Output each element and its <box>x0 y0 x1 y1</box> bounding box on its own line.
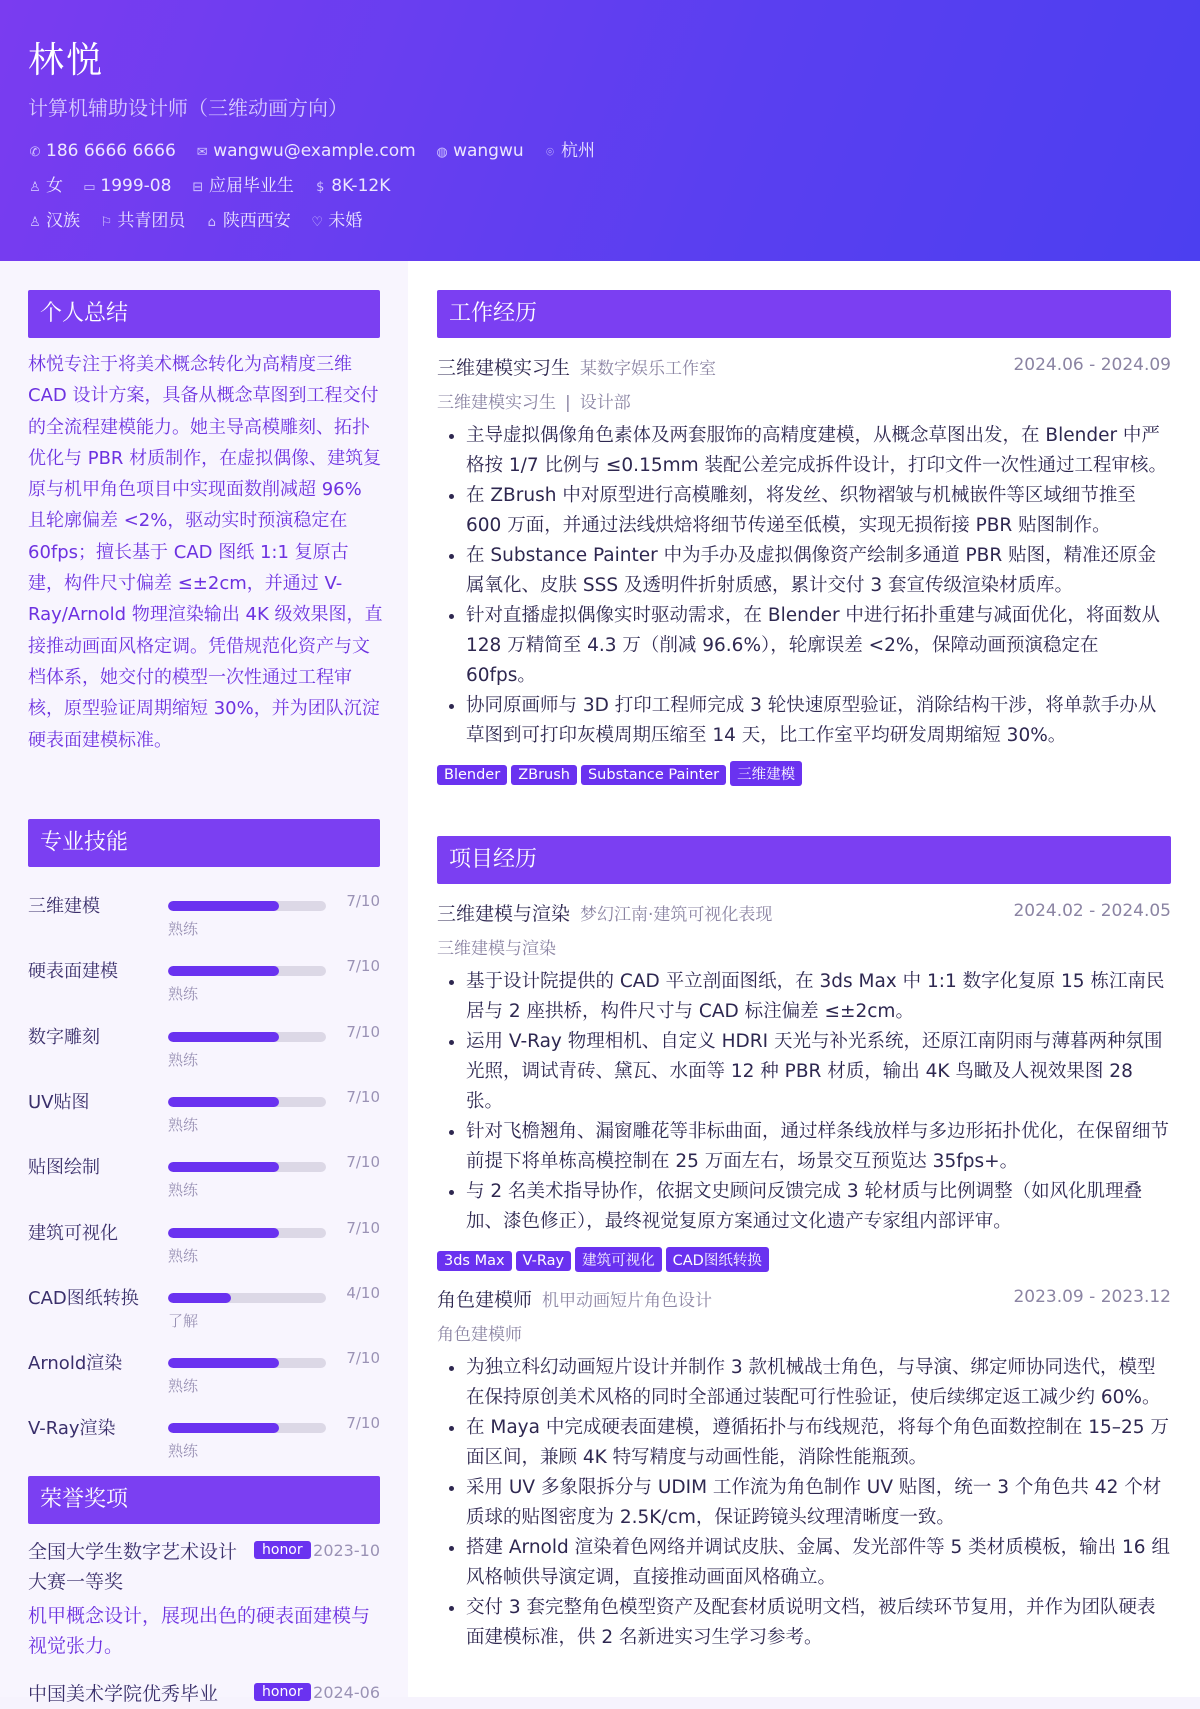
skill-level: 熟练 <box>168 920 199 938</box>
section-title-work: 工作经历 <box>437 290 1171 338</box>
gender-text: 女 <box>46 176 63 196</box>
skill-progress-fill <box>168 1032 279 1042</box>
details-line <box>28 206 376 231</box>
skill-tag: ZBrush <box>511 765 577 785</box>
project-entry <box>437 1285 1171 1653</box>
entry-organization: 某数字娱乐工作室 <box>580 359 717 379</box>
briefcase-icon: ⊟ <box>192 180 204 195</box>
skill-name: V-Ray渲染 <box>28 1418 116 1440</box>
skill-name: Arnold渲染 <box>28 1353 123 1375</box>
section-title-skills: 专业技能 <box>28 819 380 867</box>
skill-progress-bar <box>168 1423 326 1433</box>
summary-text: 林悦专注于将美术概念转化为高精度三维 CAD 设计方案，具备从概念草图到工程交付的全流程建模能力。她主导高模雕刻、拓扑优化与 PBR 材质制作，在虚拟偶像、建筑复原与机甲角色项目中实现面数削减超 96% 且轮廓偏差 <2%，驱动实时预演稳定在 60fps；擅长基于 CAD 图纸 1:1 复原古建，构件尺寸偏差 ≤±2cm，并通过 V-Ray/Arnold 物理渲染输出 4K 级效果图，直接推动画面风格定调。凭借规范化资产与文档体系，她交付的模型一次性通过工程审核，原型验证周期缩短 30%，并为团队沉淀硬表面建模标准。 <box>28 354 383 751</box>
entry-date: 2024.02 - 2024.05 <box>1013 901 1171 921</box>
mail-icon: ✉ <box>196 145 208 160</box>
bullet-item: • 针对飞檐翘角、漏窗雕花等非标曲面，通过样条线放样与多边形拓扑优化，在保留细节前提下将单栋高模控制在 25 万面左右，场景交互预览达 35fps+。 <box>466 1117 1171 1177</box>
bullet-item: • 交付 3 套完整角色模型资产及配套材质说明文档，被后续环节复用，并作为团队硬表面建模标准，供 2 名新进实习生学习参考。 <box>466 1593 1171 1653</box>
section-title-summary: 个人总结 <box>28 290 380 338</box>
skill-name: UV贴图 <box>28 1091 90 1113</box>
honor-title: 中国美术学院优秀毕业 <box>28 1683 219 1705</box>
bullet-item: • 为独立科幻动画短片设计并制作 3 款机械战士角色，与导演、绑定师协同迭代，模型在保持原创美术风格的同时全部通过装配可行性验证，使后续绑定返工减少约 60%。 <box>466 1353 1171 1413</box>
honor-date: 2024-06 <box>313 1683 380 1702</box>
skill-level: 了解 <box>168 1311 199 1330</box>
contact-line <box>28 136 609 161</box>
honor-item <box>28 1679 380 1709</box>
wechat-icon: ◍ <box>436 145 448 160</box>
skill-name: 数字雕刻 <box>28 1026 100 1048</box>
user-icon: ♙ <box>29 180 41 195</box>
skill-tag: 3ds Max <box>437 1251 512 1271</box>
entry-date: 2023.09 - 2023.12 <box>1013 1287 1171 1307</box>
skill-progress-fill <box>168 1228 279 1238</box>
entry-title: 角色建模师 <box>437 1289 533 1311</box>
entry-position: 三维建模与渲染 <box>437 939 556 959</box>
skill-tag: 建筑可视化 <box>575 1247 662 1272</box>
skill-progress-bar <box>168 1358 326 1368</box>
skill-name: 贴图绘制 <box>28 1157 100 1179</box>
bullet-item: • 在 Substance Painter 中为手办及虚拟偶像资产绘制多通道 PBR 贴图，精准还原金属氧化、皮肤 SSS 及透明件折射质感，累计交付 3 套宣传级渲染材质库。 <box>466 541 1171 601</box>
bullet-item: • 在 ZBrush 中对原型进行高模雕刻，将发丝、织物褶皱与机械嵌件等区域细节推至 600 万面，并通过法线烘焙将细节传递至低模，实现无损衔接 PBR 贴图制作。 <box>466 481 1171 541</box>
skill-row <box>28 1406 380 1462</box>
entry-position: 角色建模师 <box>437 1325 522 1345</box>
honor-description: 机甲概念设计，展现出色的硬表面建模与视觉张力。 <box>28 1605 371 1657</box>
location-icon: ⌾ <box>546 145 554 160</box>
salary-range: 8K-12K <box>331 176 391 196</box>
tag-list <box>437 1247 1171 1273</box>
skill-progress-fill <box>168 1358 279 1368</box>
experience-status: 应届毕业生 <box>208 176 294 196</box>
skill-score: 7/10 <box>346 1218 380 1237</box>
bullet-item: • 主导虚拟偶像角色素体及两套服饰的高精度建模，从概念草图出发，在 Blender 中严格按 1/7 比例与 ≤0.15mm 装配公差完成拆件设计，打印文件一次性通过工程审核。 <box>466 421 1171 481</box>
honor-badge: honor <box>254 1683 311 1701</box>
entry-organization: 梦幻江南·建筑可视化表现 <box>580 905 773 925</box>
skill-tag: Blender <box>437 765 507 785</box>
honor-title: 全国大学生数字艺术设计大赛一等奖 <box>28 1541 238 1593</box>
skill-level: 熟练 <box>168 1115 199 1134</box>
location-text: 杭州 <box>561 141 596 161</box>
skill-name: CAD图纸转换 <box>28 1287 139 1309</box>
skill-row <box>28 884 380 940</box>
entry-date: 2024.06 - 2024.09 <box>1013 355 1171 375</box>
bullet-item: • 采用 UV 多象限拆分与 UDIM 工作流为角色制作 UV 贴图，统一 3 个角色共 42 个材质球的贴图密度为 2.5K/cm，保证跨镜头纹理清晰度一致。 <box>466 1473 1171 1533</box>
honor-date: 2023-10 <box>313 1541 380 1560</box>
marital-status: 未婚 <box>328 211 363 231</box>
skill-progress-bar <box>168 901 326 911</box>
ethnicity-text: 汉族 <box>46 211 80 231</box>
skill-score: 7/10 <box>346 1414 380 1433</box>
skill-level: 熟练 <box>168 1442 199 1461</box>
skill-level: 熟练 <box>168 1050 199 1069</box>
candidate-name: 林悦 <box>28 40 105 81</box>
skill-progress-fill <box>168 1097 279 1107</box>
skill-tag: V-Ray <box>516 1251 572 1271</box>
wechat-id: wangwu <box>453 141 524 161</box>
basics-line <box>28 171 404 196</box>
email-link[interactable]: wangwu@example.com <box>213 141 416 161</box>
skill-tag: Substance Painter <box>581 765 726 785</box>
resume-header <box>0 0 1200 261</box>
hometown-text: 陕西西安 <box>222 211 291 231</box>
skill-name: 建筑可视化 <box>28 1222 118 1244</box>
skill-tag: CAD图纸转换 <box>666 1247 769 1272</box>
entry-title: 三维建模实习生 <box>437 357 571 379</box>
skill-row <box>28 949 380 1005</box>
skill-score: 7/10 <box>346 957 380 976</box>
bullet-list <box>437 1353 1171 1653</box>
project-entry <box>437 899 1171 1273</box>
section-title-honors: 荣誉奖项 <box>28 1476 380 1524</box>
skill-progress-bar <box>168 1032 326 1042</box>
skill-progress-bar <box>168 1162 326 1172</box>
skill-progress-bar <box>168 1293 326 1303</box>
entry-department: 设计部 <box>579 393 631 413</box>
skill-score: 7/10 <box>346 1022 380 1041</box>
bullet-item: • 搭建 Arnold 渲染着色网络并调试皮肤、金属、发光部件等 5 类材质模板，输出 16 组风格帧供导演定调，直接推动画面风格确立。 <box>466 1533 1171 1593</box>
skill-name: 硬表面建模 <box>28 961 118 983</box>
salary-icon: $ <box>316 180 325 195</box>
separator: | <box>565 393 571 413</box>
skill-level: 熟练 <box>168 1181 199 1200</box>
skill-row <box>28 1015 380 1071</box>
entry-position: 三维建模实习生 <box>437 393 556 413</box>
bullet-item: • 针对直播虚拟偶像实时驱动需求，在 Blender 中进行拓扑重建与减面优化，将面数从 128 万精简至 4.3 万（削减 96.6%），轮廓误差 <2%，保障动画预演稳定在 60fps。 <box>466 601 1171 691</box>
work-entry <box>437 353 1171 787</box>
calendar-icon: ▭ <box>83 180 96 195</box>
bullet-item: • 基于设计院提供的 CAD 平立剖面图纸，在 3ds Max 中 1:1 数字化复原 15 栋江南民居与 2 座拱桥，构件尺寸与 CAD 标注偏差 ≤±2cm。 <box>466 967 1171 1027</box>
skill-level: 熟练 <box>168 985 199 1004</box>
phone-number[interactable]: 186 6666 6666 <box>46 141 176 161</box>
candidate-role: 计算机辅助设计师（三维动画方向） <box>28 96 348 120</box>
skill-name: 三维建模 <box>28 896 100 917</box>
skill-row <box>28 1080 380 1136</box>
honor-item <box>28 1537 380 1667</box>
skill-score: 7/10 <box>346 1153 380 1172</box>
birth-date: 1999-08 <box>100 176 172 196</box>
bullet-list <box>437 421 1171 751</box>
heart-icon: ♡ <box>311 215 324 230</box>
tag-list <box>437 761 1171 787</box>
skill-score: 7/10 <box>346 1349 380 1368</box>
section-title-projects: 项目经历 <box>437 836 1171 884</box>
skill-row <box>28 1341 380 1397</box>
skill-score: 7/10 <box>346 892 380 910</box>
skill-progress-bar <box>168 1097 326 1107</box>
skill-progress-fill <box>168 1293 231 1303</box>
home-icon: ⌂ <box>207 215 216 230</box>
flag-icon: ⚐ <box>100 215 113 230</box>
entry-title: 三维建模与渲染 <box>437 903 571 925</box>
skill-progress-bar <box>168 966 326 976</box>
skill-row <box>28 1211 380 1267</box>
skill-progress-fill <box>168 1423 279 1433</box>
skill-score: 7/10 <box>346 1087 380 1106</box>
skill-progress-fill <box>168 1162 279 1172</box>
skill-progress-bar <box>168 1228 326 1238</box>
skill-row <box>28 1145 380 1201</box>
bullet-item: • 协同原画师与 3D 打印工程师完成 3 轮快速原型验证，消除结构干涉，将单款手办从草图到可打印灰模周期压缩至 14 天，比工作室平均研发周期缩短 30%。 <box>466 691 1171 751</box>
entry-organization: 机甲动画短片角色设计 <box>542 1291 713 1311</box>
bullet-item: • 运用 V-Ray 物理相机、自定义 HDRI 天光与补光系统，还原江南阴雨与薄暮两种氛围光照，调试青砖、黛瓦、水面等 12 种 PBR 材质，输出 4K 鸟瞰及人视效果图 28 张。 <box>466 1027 1171 1117</box>
political-status: 共青团员 <box>117 211 186 231</box>
skill-progress-fill <box>168 966 279 976</box>
bullet-item: • 在 Maya 中完成硬表面建模，遵循拓扑与布线规范，将每个角色面数控制在 15–25 万面区间，兼顾 4K 特写精度与动画性能，消除性能瓶颈。 <box>466 1413 1171 1473</box>
bullet-item: • 与 2 名美术指导协作，依据文史顾问反馈完成 3 轮材质与比例调整（如风化肌理叠加、漆色修正），最终视觉复原方案通过文化遗产专家组内部评审。 <box>466 1177 1171 1237</box>
ethnicity-icon: ♙ <box>29 215 41 230</box>
honor-badge: honor <box>254 1541 311 1559</box>
skill-row <box>28 1276 380 1332</box>
skill-score: 4/10 <box>346 1283 380 1302</box>
skill-level: 熟练 <box>168 1377 199 1396</box>
bullet-list <box>437 967 1171 1237</box>
phone-icon: ✆ <box>29 145 41 160</box>
skill-level: 熟练 <box>168 1246 199 1265</box>
skill-progress-fill <box>168 901 279 911</box>
skill-tag: 三维建模 <box>730 761 802 786</box>
